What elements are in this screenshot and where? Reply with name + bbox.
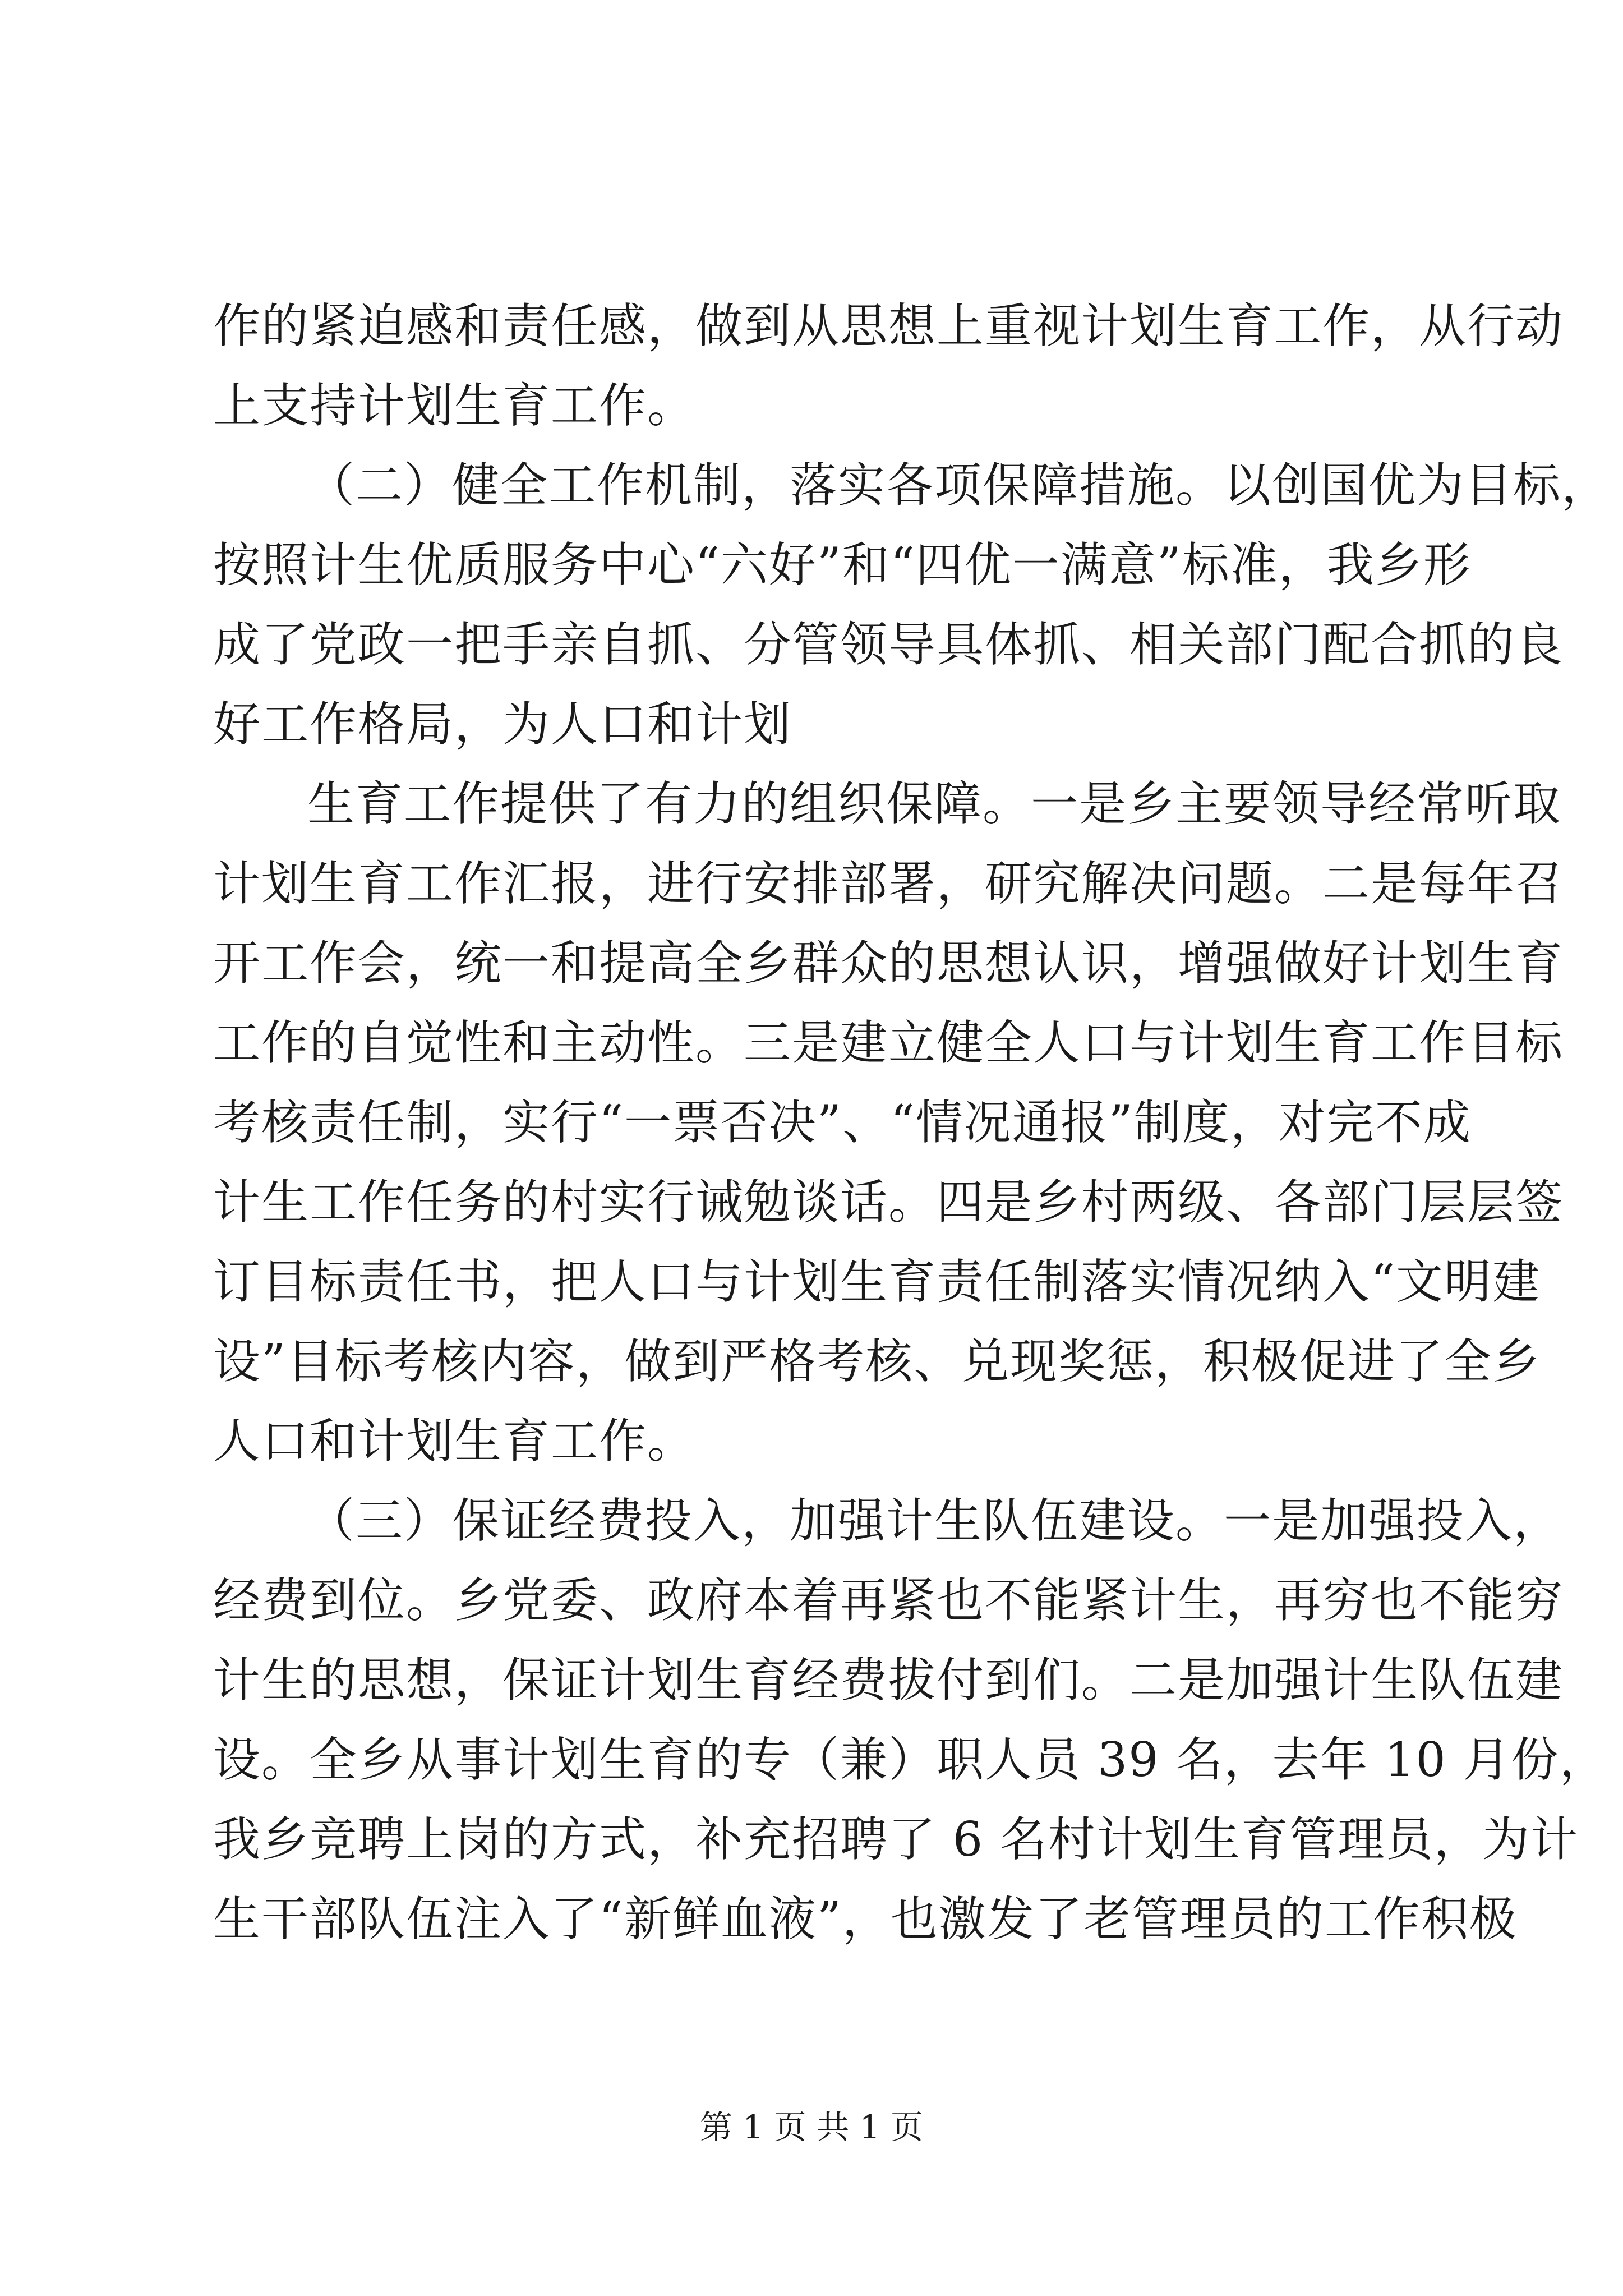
text-line-7: 生育工作提供了有力的组织保障。一是乡主要领导经常听取 — [307, 776, 1562, 831]
text-line-12: 计生工作任务的村实行诫勉谈话。四是乡村两级、各部门层层签 — [213, 1175, 1564, 1230]
page-footer — [0, 2105, 1623, 2150]
text-line-4: 按照计生优质服务中心“六好”和“四优一满意”标准，我乡形 — [213, 537, 1472, 592]
document-body — [213, 286, 1610, 1959]
text-line-3: （二）健全工作机制，落实各项保障措施。以创国优为目标， — [307, 458, 1610, 513]
text-line-19: 设。全乡从事计划生育的专（兼）职人员 39 名，去年 10 月份， — [213, 1732, 1608, 1787]
text-line-2: 上支持计划生育工作。 — [213, 378, 696, 433]
text-line-10: 工作的自觉性和主动性。三是建立健全人口与计划生育工作目标 — [213, 1015, 1564, 1070]
text-line-8: 计划生育工作汇报，进行安排部署，研究解决问题。二是每年召 — [213, 856, 1564, 911]
text-line-21: 生干部队伍注入了“新鲜血液”，也激发了老管理员的工作积极 — [213, 1892, 1518, 1947]
page-number-label: 第 1 页 共 1 页 — [700, 2108, 923, 2146]
text-line-13: 订目标责任书，把人口与计划生育责任制落实情况纳入“文明建 — [213, 1254, 1541, 1309]
text-line-18: 计生的思想，保证计划生育经费拔付到们。二是加强计生队伍建 — [213, 1653, 1564, 1708]
text-line-20: 我乡竞聘上岗的方式，补充招聘了 6 名村计划生育管理员，为计 — [213, 1812, 1579, 1867]
text-line-15: 人口和计划生育工作。 — [213, 1414, 696, 1469]
text-line-17: 经费到位。乡党委、政府本着再紧也不能紧计生，再穷也不能穷 — [213, 1573, 1564, 1628]
text-line-6: 好工作格局，为人口和计划 — [213, 697, 792, 752]
text-line-1: 作的紧迫感和责任感，做到从思想上重视计划生育工作，从行动 — [213, 298, 1564, 353]
text-line-11: 考核责任制，实行“一票否决”、“情况通报”制度，对完不成 — [213, 1095, 1472, 1150]
text-line-5: 成了党政一把手亲自抓、分管领导具体抓、相关部门配合抓的良 — [213, 617, 1564, 672]
text-line-14: 设”目标考核内容，做到严格考核、兑现奖惩，积极促进了全乡 — [213, 1334, 1541, 1389]
text-line-9: 开工作会，统一和提高全乡群众的思想认识，增强做好计划生育 — [213, 936, 1564, 991]
text-line-16: （三）保证经费投入，加强计生队伍建设。一是加强投入， — [307, 1493, 1562, 1548]
